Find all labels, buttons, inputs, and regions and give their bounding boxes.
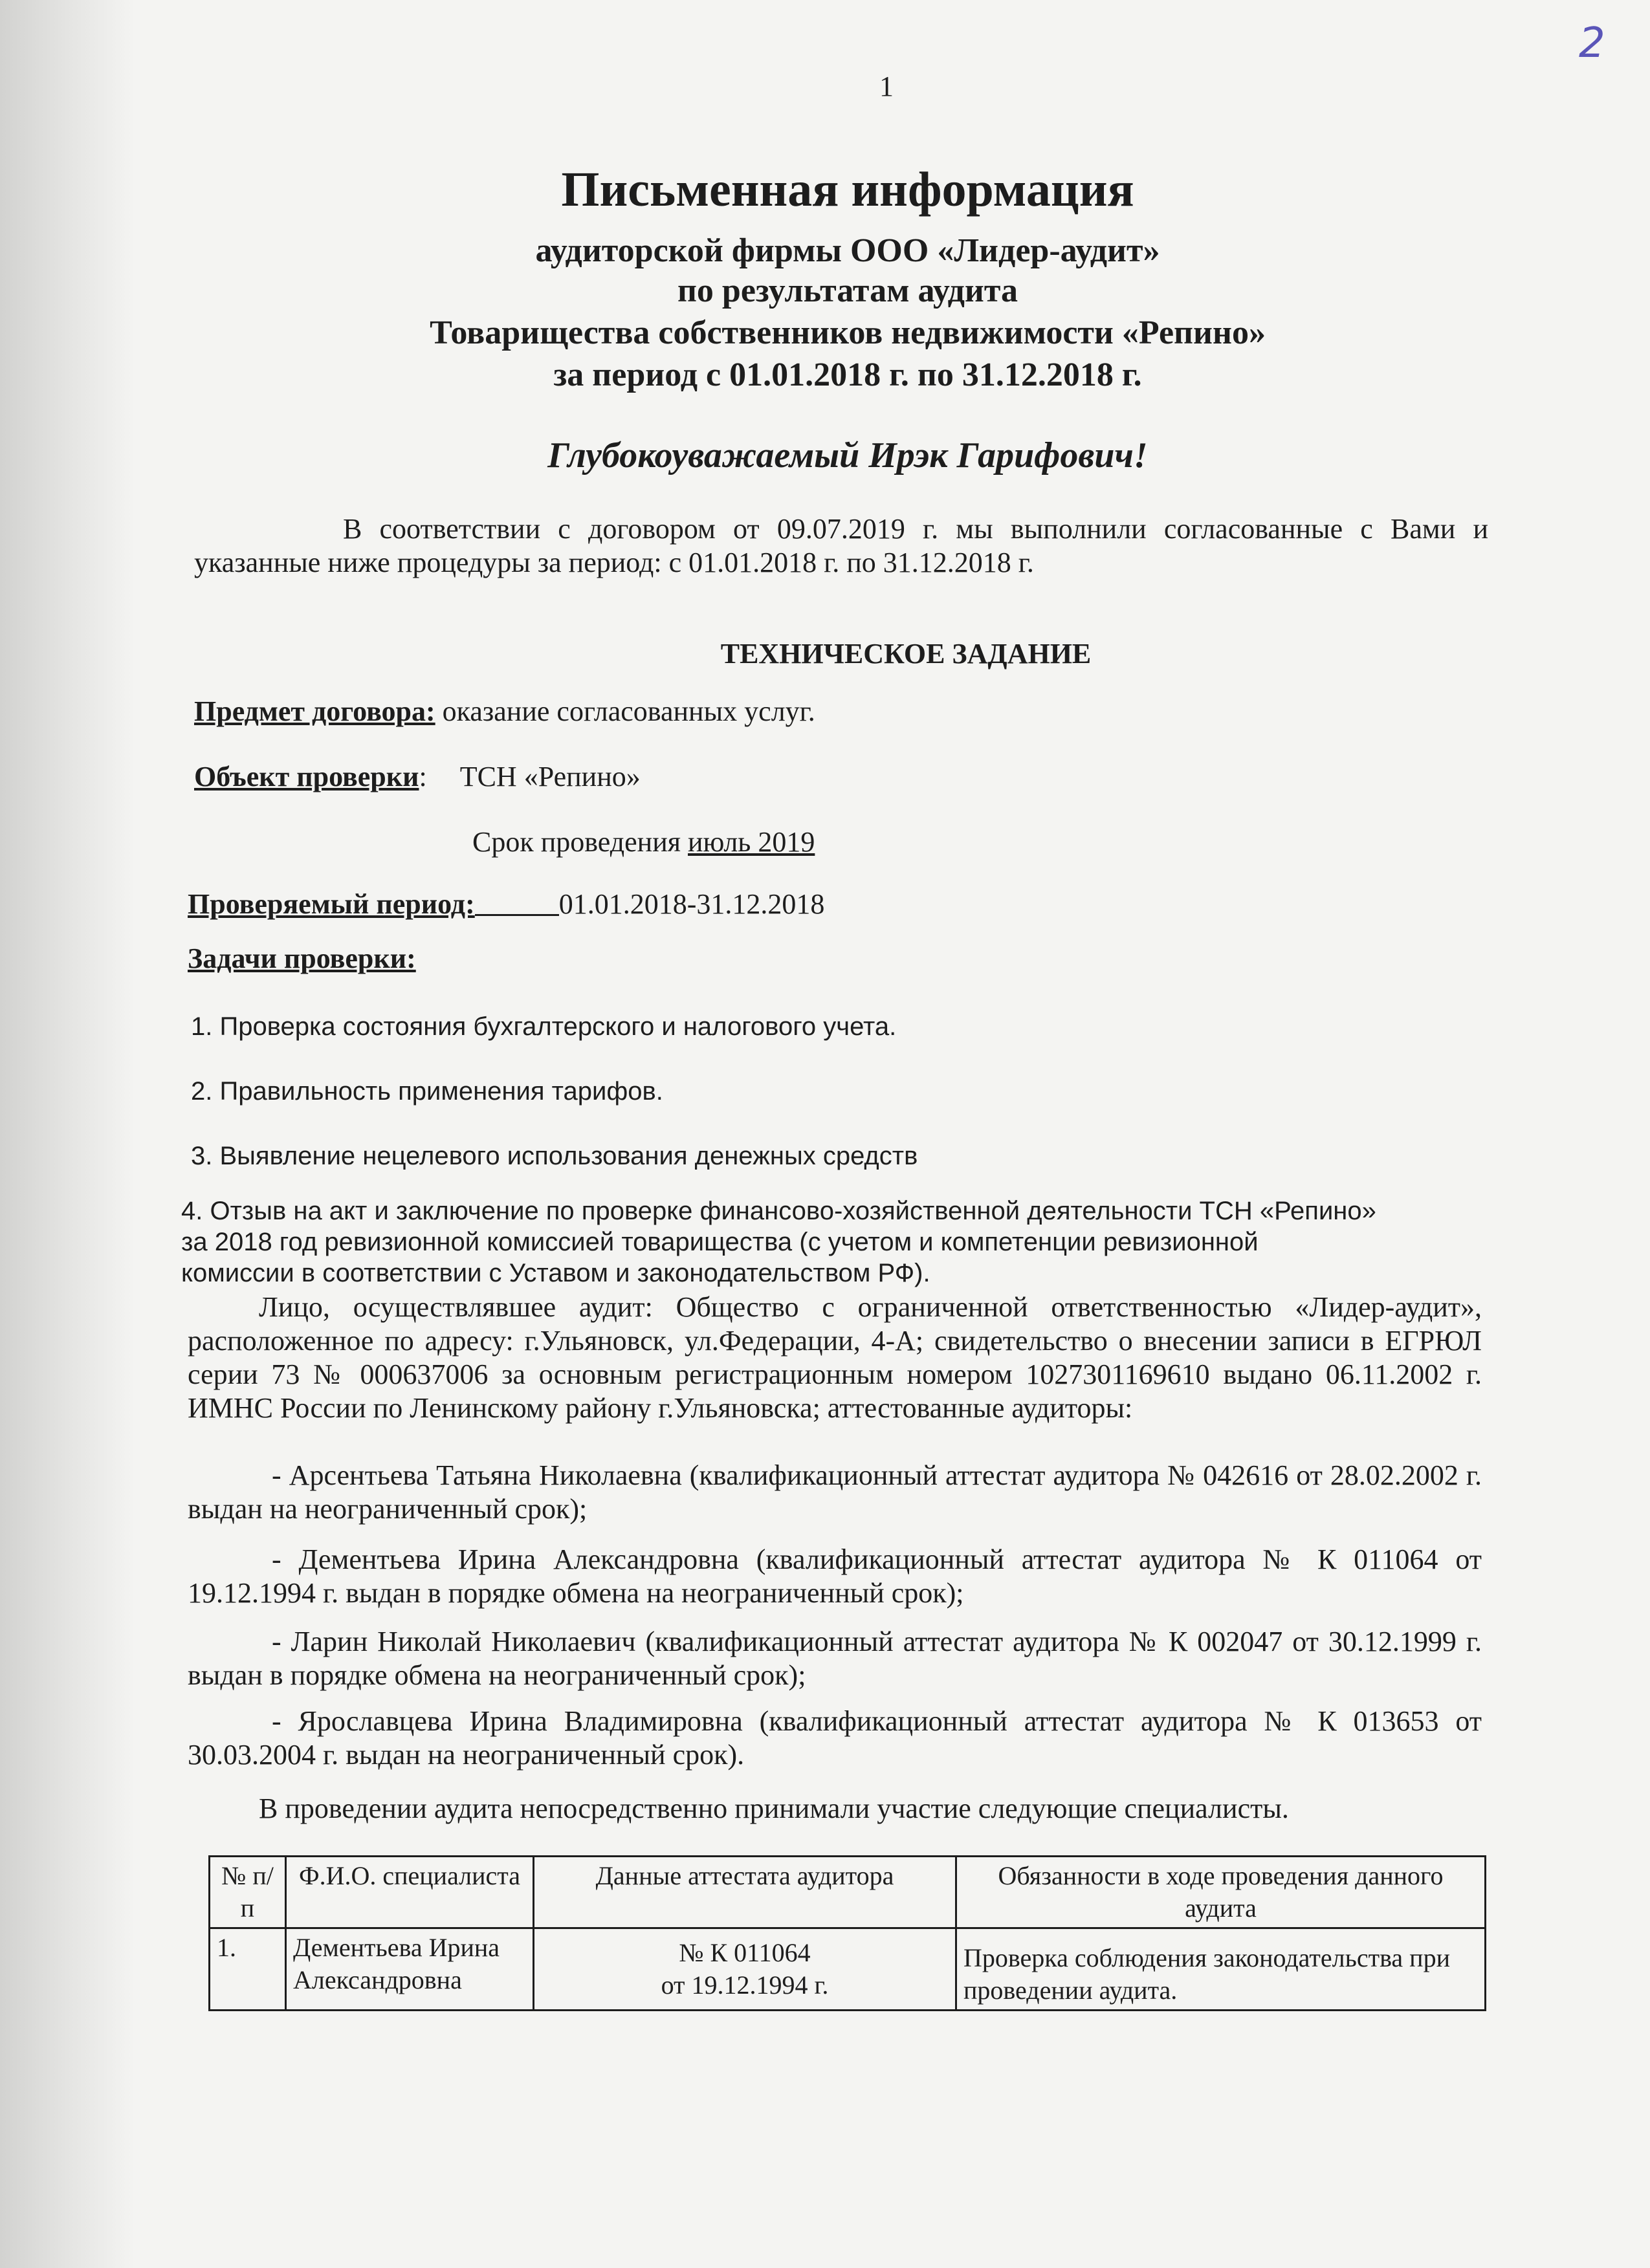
contract-subject-label: Предмет договора: bbox=[194, 695, 435, 727]
auditor-firm-paragraph: Лицо, осуществлявшее аудит: Общество с ограниченной ответственностью «Лидер-аудит», расположенное по адресу: г.Ульяновск, ул.Федерации, 4-А; свидетельство о внесении записи в ЕГРЮЛ серии 73 № 000637006 за основным регистрационным номером 1027301169610 выдано 06.11.2002 г. ИМНС России по Ленинскому району г.Ульяновска; аттестованные аудиторы: bbox=[188, 1291, 1482, 1424]
cell-certificate bbox=[534, 1928, 956, 2011]
title-line-partnership: Товарищества собственников недвижимости «Репино» bbox=[430, 314, 1266, 351]
audit-term-line bbox=[472, 825, 815, 858]
cell-number: 1. bbox=[210, 1928, 286, 2011]
contract-subject-value: оказание согласованных услуг. bbox=[442, 695, 815, 727]
audit-task-item: 4. Отзыв на акт и заключение по проверке финансово-хозяйственной деятельности ТСН «Репино» за 2018 год ревизионной комиссией товарищества (с учетом и компетенции ревизионной комиссии в соответствии с Уставом и законодательством РФ). bbox=[181, 1197, 1376, 1287]
intro-paragraph: В соответствии с договором от 09.07.2019 г. мы выполнили согласованные с Вами и указанные ниже процедуры за период: с 01.01.2018 г. по 31.12.2018 г. bbox=[194, 513, 1488, 578]
audit-task-item: 2. Правильность применения тарифов. bbox=[191, 1077, 663, 1106]
salutation: Глубокоуважаемый Ирэк Гарифович! bbox=[547, 435, 1148, 475]
contract-subject-line bbox=[194, 695, 815, 728]
header-cell-name: Ф.И.О. специалиста bbox=[286, 1857, 534, 1928]
auditor-list-item: - Дементьева Ирина Александровна (квалификационный аттестат аудитора № К 011064 от 19.12.1994 г. выдан в порядке обмена на неограниченный срок); bbox=[188, 1543, 1482, 1609]
header-cell-duties: Обязанности в ходе проведения данного аудита bbox=[956, 1857, 1486, 1928]
audit-tasks-line bbox=[188, 942, 416, 975]
page-number: 1 bbox=[879, 71, 894, 102]
title-line-firm: аудиторской фирмы ООО «Лидер-аудит» bbox=[535, 232, 1160, 269]
audit-task-item: 1. Проверка состояния бухгалтерского и налогового учета. bbox=[191, 1012, 897, 1041]
audit-object-label: Объект проверки bbox=[194, 761, 419, 792]
header-cell-number: № п/п bbox=[210, 1857, 286, 1928]
table-header-row bbox=[210, 1857, 1486, 1928]
audit-object-line bbox=[194, 760, 641, 793]
audit-task-item: 3. Выявление нецелевого использования денежных средств bbox=[191, 1142, 918, 1170]
cell-duties: Проверка соблюдения законодательства при проведении аудита. bbox=[956, 1928, 1486, 2011]
certificate-date: от 19.12.1994 г. bbox=[661, 1970, 829, 2000]
header-cell-certificate: Данные аттестата аудитора bbox=[534, 1857, 956, 1928]
specialists-table bbox=[208, 1855, 1486, 2011]
table-row bbox=[210, 1928, 1486, 2011]
title-line-results: по результатам аудита bbox=[677, 272, 1018, 309]
audit-term-value: июль 2019 bbox=[688, 826, 815, 858]
audit-term-label: Срок проведения bbox=[472, 826, 681, 858]
audit-period-line bbox=[188, 888, 824, 921]
audit-tasks-label: Задачи проверки: bbox=[188, 943, 416, 974]
auditor-list-item: - Ларин Николай Николаевич (квалификационный аттестат аудитора № К 002047 от 30.12.1999 г. выдан в порядке обмена на неограниченный срок); bbox=[188, 1626, 1482, 1691]
audit-object-colon: : bbox=[419, 761, 427, 792]
document-title: Письменная информация bbox=[561, 162, 1134, 217]
audit-object-value: ТСН «Репино» bbox=[459, 761, 641, 792]
audit-period-label: Проверяемый период: bbox=[188, 888, 475, 920]
cell-name: Дементьева Ирина Александровна bbox=[286, 1928, 534, 2011]
handwritten-page-mark: 2 bbox=[1579, 19, 1605, 67]
auditor-list-item: - Арсентьева Татьяна Николаевна (квалификационный аттестат аудитора № 042616 от 28.02.2002 г. выдан на неограниченный срок); bbox=[188, 1459, 1482, 1525]
certificate-number: № К 011064 bbox=[679, 1938, 811, 1967]
title-line-period: за период с 01.01.2018 г. по 31.12.2018 г. bbox=[553, 356, 1142, 393]
auditor-list-item: - Ярославцева Ирина Владимировна (квалификационный аттестат аудитора № К 013653 от 30.03.2004 г. выдан на неограниченный срок). bbox=[188, 1705, 1482, 1771]
specialists-intro: В проведении аудита непосредственно принимали участие следующие специалисты. bbox=[259, 1793, 1289, 1824]
tech-task-heading: ТЕХНИЧЕСКОЕ ЗАДАНИЕ bbox=[720, 638, 1092, 670]
audit-period-value: 01.01.2018-31.12.2018 bbox=[558, 888, 825, 920]
